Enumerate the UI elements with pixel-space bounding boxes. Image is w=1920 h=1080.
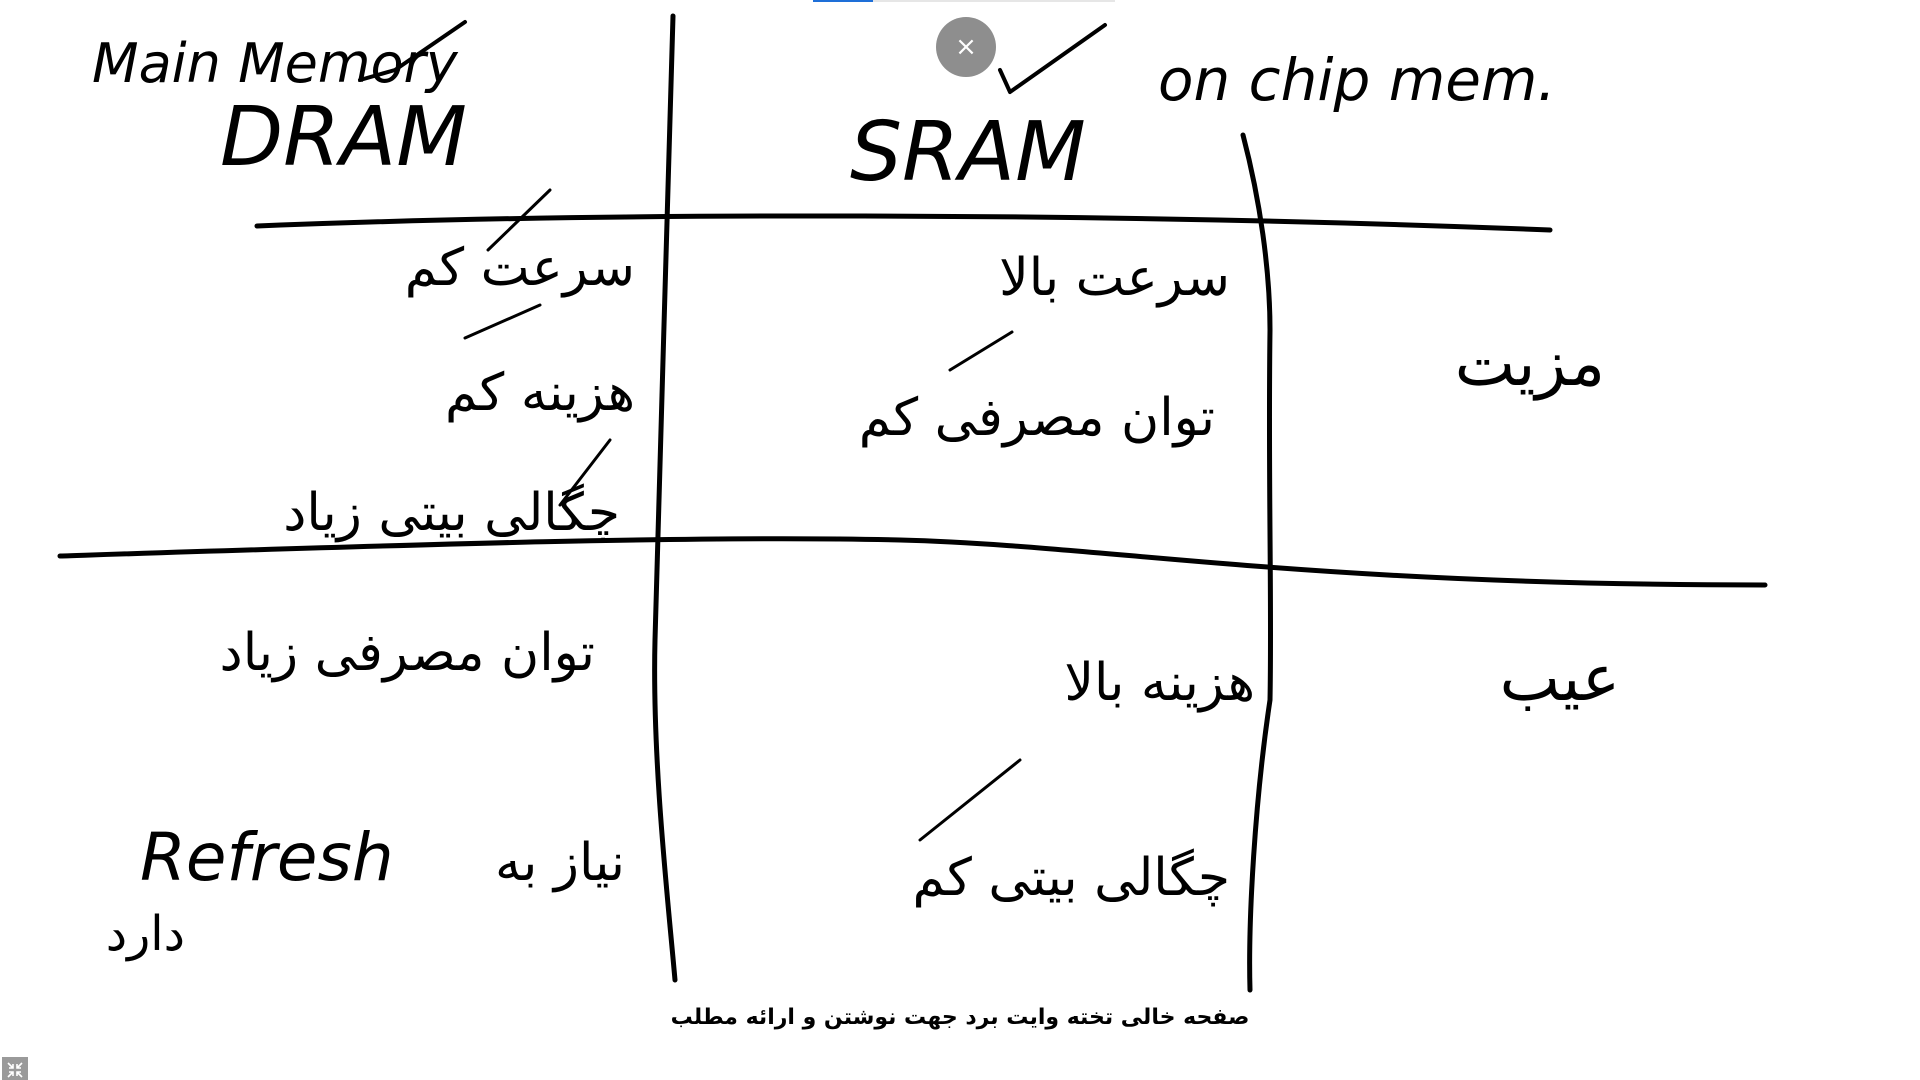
- collapse-icon: [6, 1061, 24, 1079]
- dram-disadvantage-item: نیاز به: [495, 833, 625, 893]
- sram-disadvantage-item: چگالی بیتی کم: [912, 848, 1230, 908]
- grid-vertical-line-1: [655, 16, 675, 980]
- close-button[interactable]: [936, 17, 996, 77]
- dram-disadvantage-item: دارد: [105, 906, 185, 962]
- sram-advantage-item: توان مصرفی کم: [858, 388, 1215, 448]
- header-right-label: on chip mem.: [1158, 46, 1556, 114]
- grid-horizontal-line-2: [60, 539, 1765, 585]
- page-caption: صفحه خالی تخته وایت برد جهت نوشتن و ارائه مطلب: [670, 1005, 1250, 1030]
- strike-mark-5: [920, 760, 1020, 840]
- strike-mark-4: [950, 332, 1012, 370]
- sram-advantage-item: سرعت بالا: [999, 248, 1230, 308]
- dram-disadvantage-item: توان مصرفی زیاد: [219, 623, 595, 683]
- close-icon: ×: [955, 32, 977, 62]
- sram-disadvantage-item: هزینه بالا: [1064, 653, 1255, 713]
- checkmark-sram: [1000, 25, 1105, 92]
- grid-vertical-line-2: [1243, 135, 1271, 990]
- row-label-disadvantage: عیب: [1499, 642, 1620, 716]
- header-middle-title: SRAM: [850, 105, 1086, 200]
- dram-disadvantage-item: Refresh: [140, 819, 394, 896]
- dram-advantage-item: سرعت کم: [404, 238, 635, 298]
- collapse-fullscreen-button[interactable]: [2, 1057, 28, 1080]
- grid-horizontal-line-1: [257, 216, 1550, 230]
- header-left-title: DRAM: [220, 90, 467, 185]
- row-label-advantage: مزیت: [1454, 327, 1605, 401]
- strike-mark-2: [465, 305, 540, 338]
- dram-advantage-item: هزینه کم: [444, 363, 635, 423]
- header-left-label: Main Memory: [92, 32, 458, 95]
- dram-advantage-item: چگالی بیتی زیاد: [283, 483, 620, 543]
